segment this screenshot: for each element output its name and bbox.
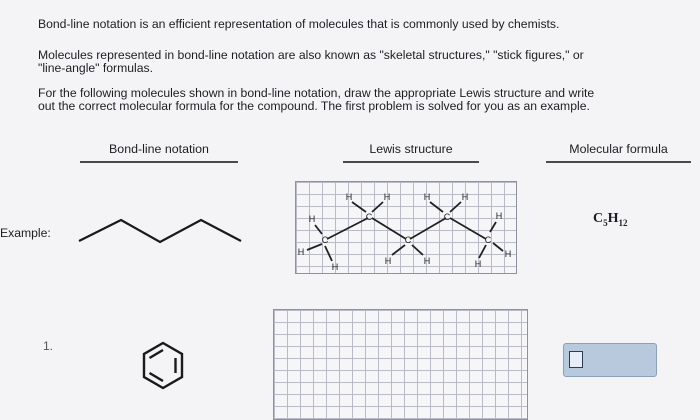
formula-element-h: H (607, 211, 619, 226)
lewis-atom-h: H (461, 192, 469, 202)
problem-1-formula-answer-box[interactable] (563, 343, 657, 377)
lewis-atom-h: H (504, 249, 512, 259)
lewis-atom-h: H (384, 256, 392, 266)
lewis-atom-h: H (297, 247, 305, 257)
lewis-atom-c: C (484, 235, 492, 245)
column-header-bond-line: Bond-line notation (109, 142, 209, 156)
problem-1-number: 1. (43, 339, 54, 353)
formula-element-c: C (593, 211, 604, 226)
lewis-atom-h: H (308, 214, 316, 224)
problem-1-lewis-drawing-grid[interactable] (273, 309, 528, 420)
lewis-atom-c: C (365, 212, 373, 222)
lewis-atom-h: H (345, 192, 353, 202)
lewis-atom-c: C (404, 235, 412, 245)
intro-text-3a: For the following molecules shown in bond-line notation, draw the appropriate Lewis structure and write (38, 86, 595, 100)
lewis-atom-c: C (443, 212, 451, 222)
formula-input-icon[interactable] (569, 351, 583, 368)
lewis-atom-h: H (423, 192, 431, 202)
formula-subscript-h: 12 (618, 217, 628, 228)
intro-text-2b: "line-angle" formulas. (38, 61, 154, 75)
intro-text-3b: out the correct molecular formula for the compound. The first problem is solved for you as an example. (38, 99, 590, 113)
column-header-molecular-formula: Molecular formula (569, 142, 668, 156)
lewis-atom-c: C (321, 235, 329, 245)
column-header-lewis: Lewis structure (369, 142, 453, 156)
lewis-atom-h: H (331, 262, 339, 272)
lewis-atom-h: H (423, 256, 431, 266)
intro-text-1: Bond-line notation is an efficient representation of molecules that is commonly used by chemists. (38, 17, 560, 31)
lewis-atom-h: H (383, 192, 391, 202)
example-label: Example: (0, 226, 51, 240)
lewis-atom-h: H (474, 259, 482, 269)
intro-text-2a: Molecules represented in bond-line notation are also known as "skeletal structures," "stick figures," or (38, 48, 584, 62)
lewis-atom-h: H (495, 211, 503, 221)
formula-subscript-c: 5 (603, 217, 608, 228)
